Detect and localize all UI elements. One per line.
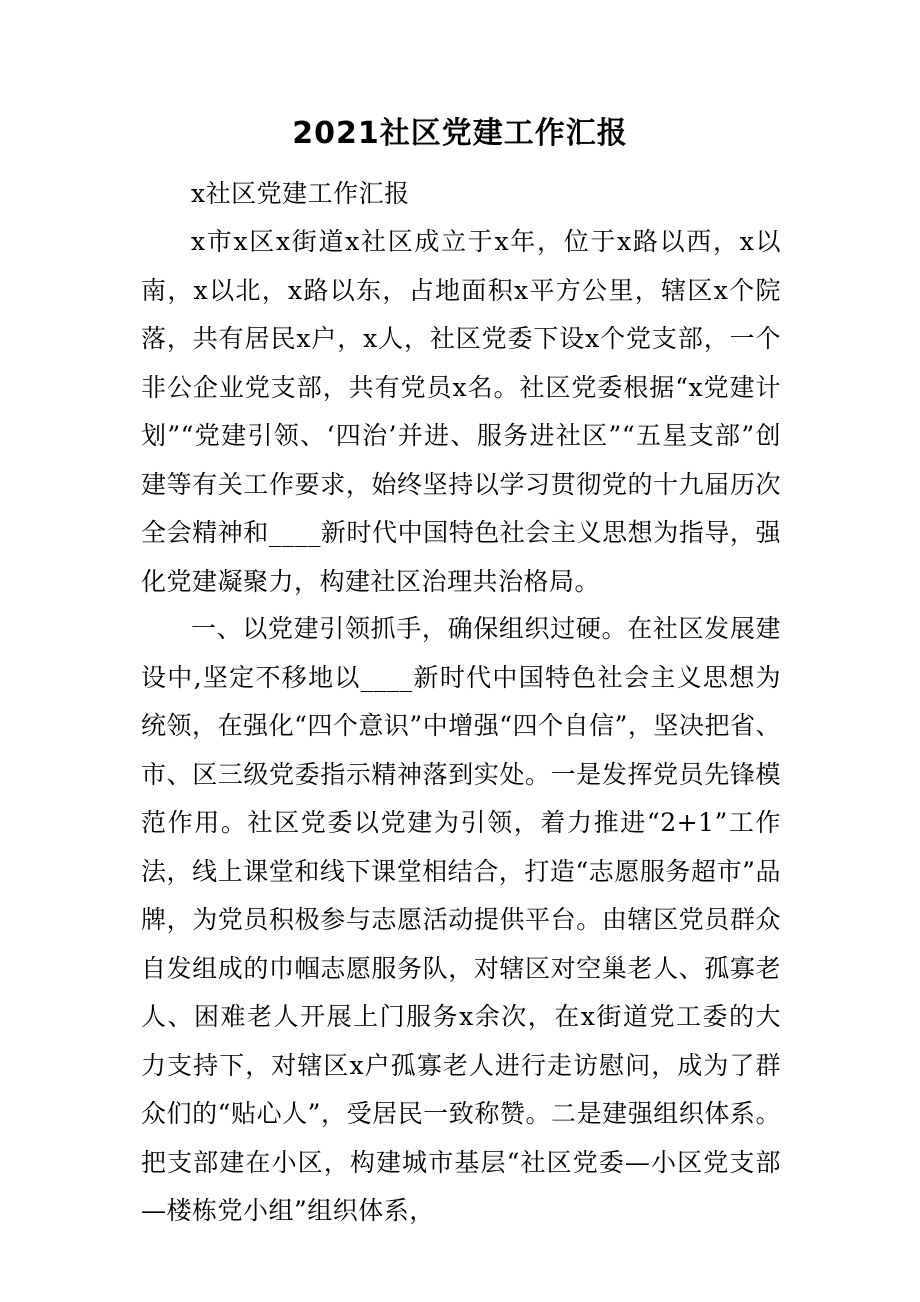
paragraph-intro: x市x区x街道x社区成立于x年，位于x路以西，x以南，x以北，x路以东，占地面积x平方公里，辖区x个院落，共有居民x户，x人，社区党委下设x个党支部，一个非公企业党支部，共有党员x名。社区党委根据“x党建计划”“党建引领、‘四治’并进、服务进社区”“五星支部”创建等有关工作要求，始终坚持以学习贯彻党的十九届历次全会精神和____新时代中国特色社会主义思想为指导，强化党建凝聚力，构建社区治理共治格局。 xyxy=(141,227,781,596)
paragraph-subtitle: x社区党建工作汇报 xyxy=(191,179,410,208)
document-section-block xyxy=(141,605,781,1236)
document-subtitle-block xyxy=(141,170,781,219)
paragraph-section-one: 一、以党建引领抓手，确保组织过硬。在社区发展建设中,坚定不移地以____新时代中国特色社会主义思想为统领，在强化“四个意识”中增强“四个自信”，坚决把省、市、区三级党委指示精神落到实处。一是发挥党员先锋模范作用。社区党委以党建为引领，着力推进“2+1”工作法，线上课堂和线下课堂相结合，打造“志愿服务超市”品牌，为党员积极参与志愿活动提供平台。由辖区党员群众自发组成的巾帼志愿服务队，对辖区对空巢老人、孤寡老人、困难老人开展上门服务x余次，在x街道党工委的大力支持下，对辖区x户孤寡老人进行走访慰问，成为了群众们的“贴心人”，受居民一致称赞。二是建强组织体系。把支部建在小区，构建城市基层“社区党委—小区党支部—楼栋党小组”组织体系， xyxy=(141,614,781,1225)
document-title: 2021社区党建工作汇报 xyxy=(292,116,628,151)
document-intro-block xyxy=(141,218,781,606)
